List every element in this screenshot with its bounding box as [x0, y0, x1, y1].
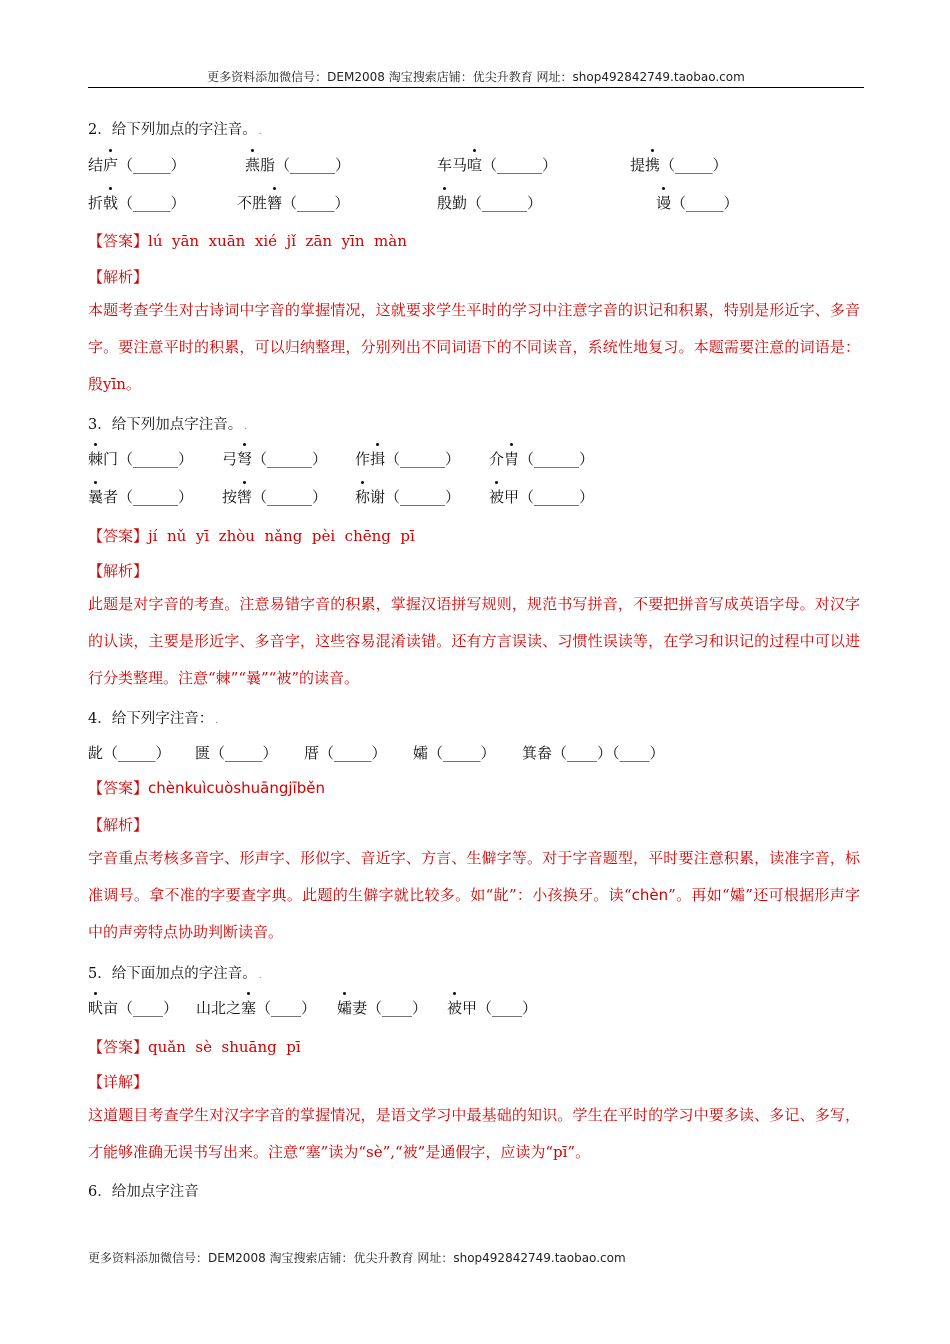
q4-analysis-label: 【解析】: [88, 816, 149, 834]
q4-item-4: 孀（_____）: [413, 744, 496, 762]
q2-item-8: 谩（_____）: [656, 194, 739, 212]
q3-answer: 【答案】jí nǔ yī zhòu nǎng pèi chēng pī: [88, 527, 415, 545]
q2-analysis-text: 本题考查学生对古诗词中字音的掌握情况，这就要求学生平时的学习中注意字音的识记和积累，特别是形近字、多音字。要注意平时的积累，可以归纳整理，分别列出不同词语下的不同读音，系统性地复习。本题需要注意的词语是：殷yīn。: [88, 301, 860, 393]
q5-analysis-text: 这道题目考查学生对汉字字音的掌握情况，是语文学习中最基础的知识。学生在平时的学习中要多读、多记、多写，才能够准确无误书写出来。注意“塞”读为“sè”,“被”是通假字，应读为“pī”。: [88, 1106, 860, 1161]
q5-analysis-label: 【详解】: [88, 1073, 149, 1091]
q3-item-8: 被甲（______）: [489, 488, 595, 506]
question-5-title: 5．给下面加点的字注音。 .: [88, 966, 262, 982]
q3-analysis-text: 此题是对字音的考查。注意易错字音的积累，掌握汉语拼写规则，规范书写拼音，不要把拼音写成英语字母。对汉字的认读，主要是形近字、多音字，这些容易混淆读错。还有方言误读、习惯性误读等，在学习和识记的过程中可以进行分类整理。注意“棘”“曩”“被”的读音。: [88, 595, 860, 687]
q3-item-2: 弓弩（______）: [222, 450, 328, 468]
q2-item-1: 结庐（_____）: [88, 156, 186, 174]
q3-item-6: 按辔（______）: [222, 488, 328, 506]
q2-item-6: 不胜簪（_____）: [237, 194, 350, 212]
header-rule: [88, 87, 864, 88]
question-3-title: 3．给下列加点字注音。 .: [88, 417, 248, 433]
q2-item-4: 提携（_____）: [630, 156, 728, 174]
q4-answer: 【答案】chènkuìcuòshuāngjīběn: [88, 779, 325, 797]
q5-item-1: 畎亩（____）: [88, 999, 179, 1017]
q3-item-1: 棘门（______）: [88, 450, 194, 468]
page-header: 更多资料添加微信号：DEM2008 淘宝搜索店铺：优尖升教育 网址：shop492842749.taobao.com: [207, 70, 745, 84]
q3-item-7: 称谢（______）: [355, 488, 461, 506]
q3-item-3: 作揖（______）: [355, 450, 461, 468]
q5-item-4: 被甲（____）: [447, 999, 538, 1017]
q2-item-3: 车马喧（______）: [437, 156, 558, 174]
q4-item-3: 厝（_____）: [304, 744, 387, 762]
q2-item-2: 燕脂（______）: [245, 156, 351, 174]
q4-item-1: 龀（_____）: [88, 744, 171, 762]
question-4-title: 4．给下列字注音： .: [88, 711, 219, 727]
q5-answer: 【答案】quǎn sè shuāng pī: [88, 1038, 301, 1056]
q5-item-2: 山北之塞（____）: [196, 999, 317, 1017]
q3-item-4: 介胄（______）: [489, 450, 595, 468]
q2-item-5: 折戟（_____）: [88, 194, 186, 212]
page-footer: 更多资料添加微信号：DEM2008 淘宝搜索店铺：优尖升教育 网址：shop492842749.taobao.com: [88, 1251, 626, 1265]
q5-item-3: 孀妻（____）: [337, 999, 428, 1017]
q4-item-2: 匮（_____）: [195, 744, 278, 762]
q2-item-7: 殷勤（______）: [437, 194, 543, 212]
q2-analysis-label: 【解析】: [88, 268, 149, 286]
q4-analysis-text: 字音重点考核多音字、形声字、形似字、音近字、方言、生僻字等。对于字音题型，平时要注意积累，读准字音，标准调号。拿不准的字要查字典。此题的生僻字就比较多。如“龀”：小孩换牙。读“chèn”。再如“孀”还可根据形声字中的声旁特点协助判断读音。: [88, 849, 860, 941]
q3-analysis-label: 【解析】: [88, 562, 149, 580]
q2-answer: 【答案】lú yān xuān xié jǐ zān yīn màn: [88, 232, 407, 250]
question-2-title: 2．给下列加点的字注音。 .: [88, 122, 262, 138]
question-6-title: 6．给加点字注音: [88, 1184, 199, 1200]
q3-item-5: 曩者（______）: [88, 488, 194, 506]
q4-item-5: 箕畚（____）（____）: [522, 744, 665, 762]
